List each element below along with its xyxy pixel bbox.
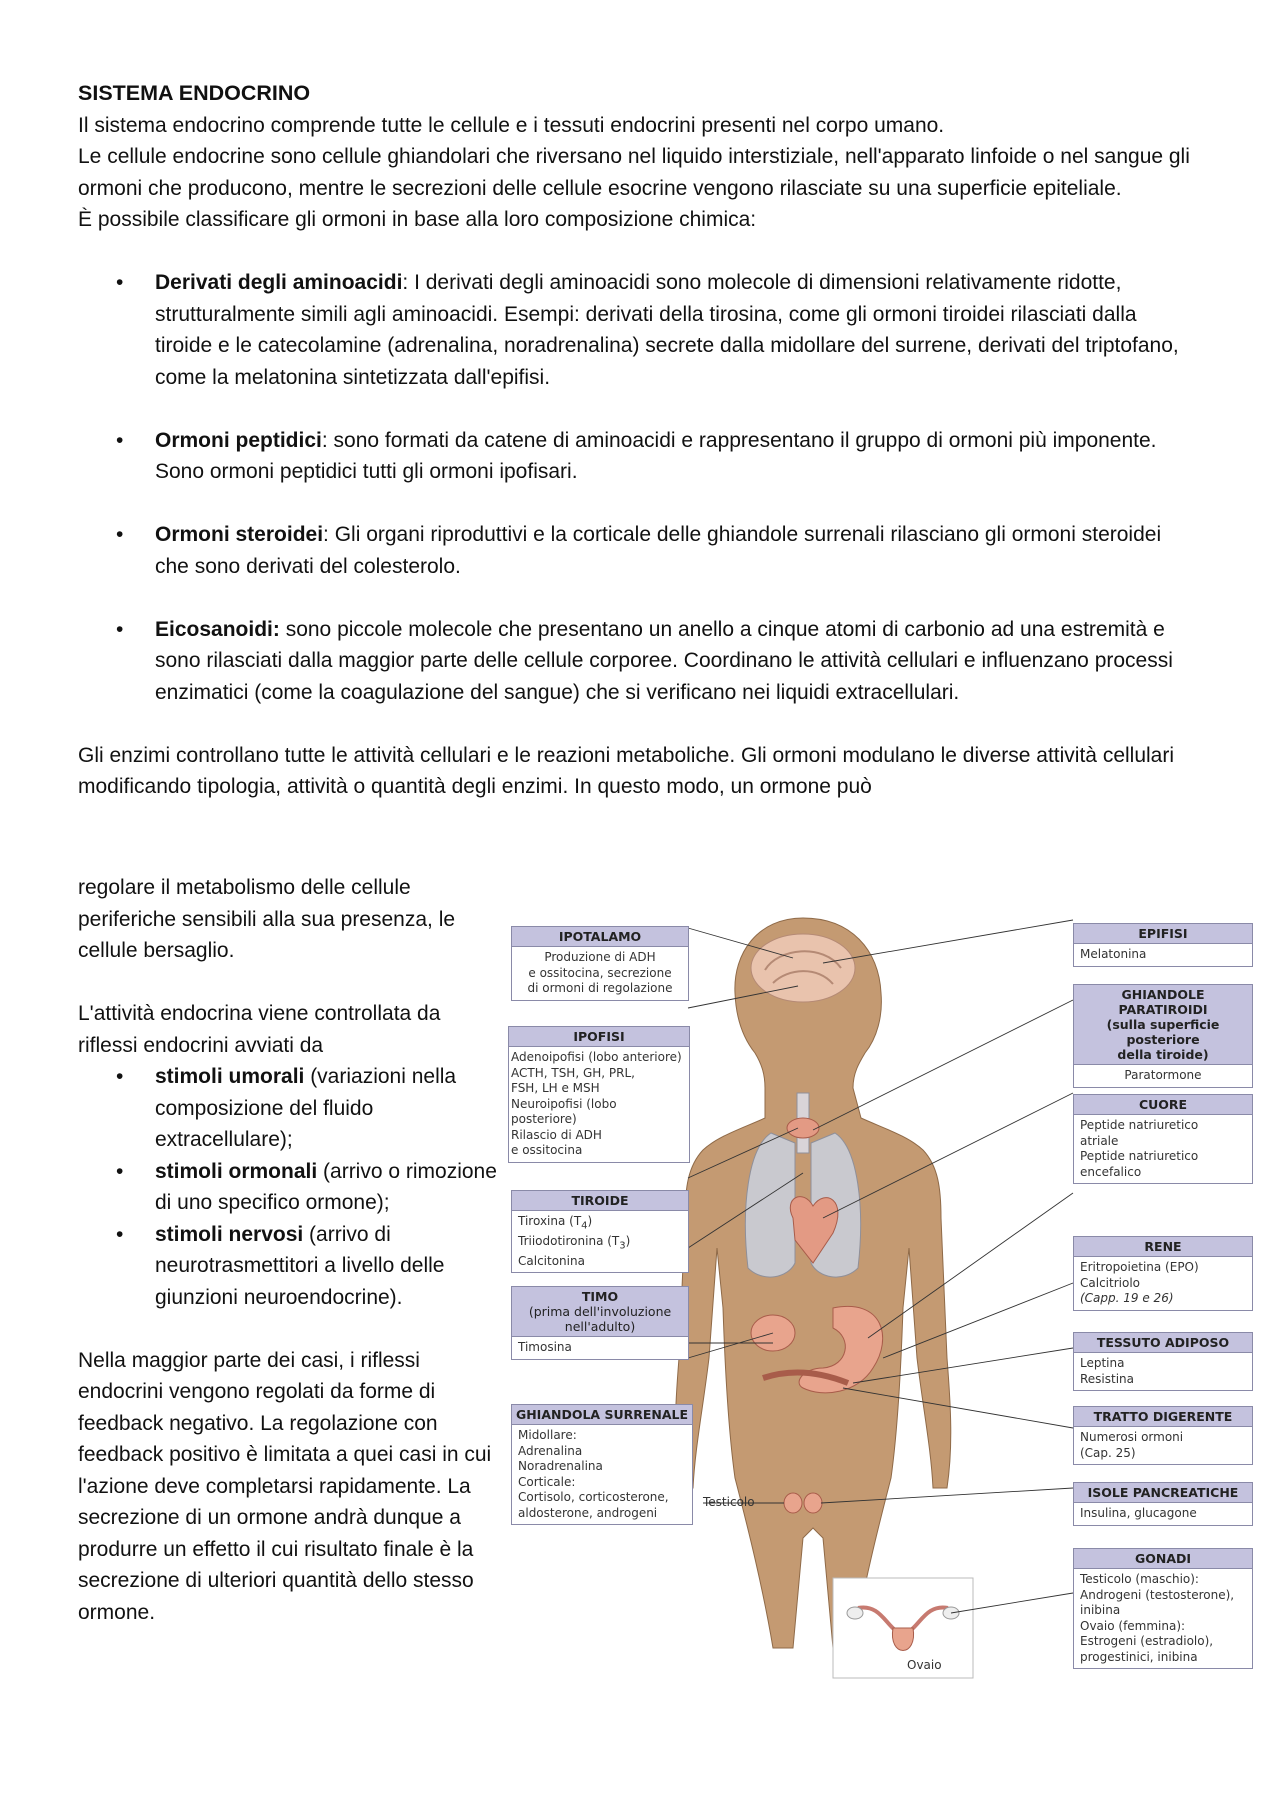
box-line: Cortisolo, corticosterone,	[518, 1490, 669, 1504]
term: Eicosanoidi:	[155, 617, 280, 641]
box-body	[1074, 1427, 1252, 1464]
list-item	[78, 1219, 498, 1314]
spacer	[78, 393, 1198, 425]
box-heading: GONADI	[1074, 1549, 1252, 1569]
intro-line-3: È possibile classificare gli ormoni in base alla loro composizione chimica:	[78, 208, 757, 231]
box-line: Produzione di ADH	[544, 950, 656, 964]
box-line: Estrogeni (estradiolo),	[1080, 1634, 1214, 1648]
hormone-class-list	[78, 267, 1198, 708]
list-item	[78, 267, 1198, 393]
box-paratiroidi	[1073, 984, 1253, 1088]
term: Derivati degli aminoacidi	[155, 271, 403, 294]
box-line: Resistina	[1080, 1371, 1135, 1386]
bersaglio-paragraph: regolare il metabolismo delle cellule periferiche sensibili alla sua presenza, le cellule bersaglio.	[78, 876, 456, 962]
box-cuore	[1073, 1094, 1253, 1184]
box-line: Numerosi ormoni	[1080, 1430, 1184, 1444]
box-surrenale	[511, 1404, 693, 1525]
page-title: SISTEMA ENDOCRINO	[78, 81, 311, 105]
box-line: Leptina	[1080, 1356, 1125, 1370]
box-line: Neuroipofisi (lobo posteriore)	[511, 1096, 617, 1126]
box-line: FSH, LH e MSH	[511, 1081, 600, 1095]
box-heading: IPOFISI	[509, 1027, 689, 1047]
box-heading: TRATTO DIGERENTE	[1074, 1407, 1252, 1427]
box-line: Testicolo (maschio):	[1080, 1572, 1199, 1586]
box-heading: CUORE	[1074, 1095, 1252, 1115]
list-item	[78, 1156, 498, 1219]
document-page	[78, 78, 1198, 803]
box-line: atriale	[1080, 1133, 1119, 1148]
box-line: Rilascio di ADH	[511, 1127, 602, 1142]
spacer	[78, 488, 1198, 520]
box-timo	[511, 1286, 689, 1360]
definition: I derivati degli aminoacidi sono molecole di dimensioni relativamente ridotte, strutturalmente simili agli aminoacidi. Esempi: derivati della tirosina, come gli ormoni tiroidei rilasciati dalla tiroide e le catecolamine (adrenalina, noradrenalina) secrete dalla midollare del surrene, derivati del triptofano, come la melatonina sintetizzata dall'epifisi.	[155, 271, 1179, 389]
definition: Gli organi riproduttivi e la corticale delle ghiandole surrenali rilasciano gli ormoni steroidei che sono derivati del colesterolo.	[155, 523, 1162, 578]
box-pancreas	[1073, 1482, 1253, 1526]
box-line: Peptide natriuretico	[1080, 1149, 1199, 1163]
term: Ormoni peptidici	[155, 428, 322, 452]
box-adiposo	[1073, 1332, 1253, 1391]
box-body	[512, 1211, 688, 1272]
box-line: Timosina	[518, 1340, 572, 1354]
stimuli-list	[78, 1061, 498, 1313]
list-item	[78, 519, 1198, 582]
intro-line-2: Le cellule endocrine sono cellule ghiandolari che riversano nel liquido interstiziale, nell'apparato linfoide o nel sangue gli ormoni che producono, mentre le secrezioni delle cellule esocrine vengono rilasciate su una superficie epiteliale.	[78, 145, 1190, 200]
box-line: Melatonina	[1080, 947, 1147, 961]
box-digerente	[1073, 1406, 1253, 1465]
box-line: ACTH, TSH, GH, PRL,	[511, 1065, 635, 1080]
box-heading: TIROIDE	[512, 1191, 688, 1211]
endocrine-system-figure	[503, 888, 1255, 1711]
box-body	[1074, 1115, 1252, 1183]
box-line: encefalico	[1080, 1164, 1142, 1179]
box-heading: RENE	[1074, 1237, 1252, 1257]
box-ipofisi	[508, 1026, 690, 1163]
box-line: Androgeni (testosterone),	[1080, 1587, 1235, 1602]
box-body	[512, 1425, 692, 1524]
left-column	[78, 872, 498, 1628]
list-item	[78, 1061, 498, 1156]
box-line: Eritropoietina (EPO)	[1080, 1260, 1199, 1274]
term: Ormoni steroidei	[155, 523, 324, 546]
box-line: Tiroxina $(T_4)$	[518, 1214, 593, 1232]
box-body	[1074, 1065, 1252, 1087]
box-heading: ISOLE PANCREATICHE	[1074, 1483, 1252, 1503]
box-epifisi	[1073, 923, 1253, 967]
separator: :	[323, 523, 335, 546]
separator: :	[402, 271, 415, 294]
definition: sono formati da catene di aminoacidi e rappresentano il gruppo di ormoni più imponente. Sono ormoni peptidici tutti gli ormoni ipofisari.	[155, 428, 1157, 483]
box-line: Corticale:	[518, 1474, 576, 1489]
term: stimoli ormonali	[155, 1159, 318, 1183]
box-body	[1074, 1503, 1252, 1525]
box-body	[1074, 944, 1252, 966]
box-line: aldosterone, androgeni	[518, 1505, 658, 1520]
box-line: progestinici, inibina	[1080, 1649, 1198, 1664]
box-line: Noradrenalina	[518, 1459, 603, 1473]
box-line: Paratormone	[1124, 1068, 1202, 1082]
box-body	[1074, 1353, 1252, 1390]
list-item	[78, 614, 1198, 709]
box-line: (Cap. 25)	[1080, 1445, 1136, 1460]
ovaio-label: Ovaio	[907, 1658, 942, 1672]
box-heading: GHIANDOLA SURRENALE	[512, 1405, 692, 1425]
list-item	[78, 425, 1198, 488]
box-ipotalamo	[511, 926, 689, 1001]
box-body	[512, 1337, 688, 1359]
definition: (variazioni nella composizione del fluido extracellulare);	[155, 1065, 457, 1151]
testicolo-label: Testicolo	[703, 1495, 755, 1509]
intro-line-1: Il sistema endocrino comprende tutte le cellule e i tessuti endocrini presenti nel corpo umano.	[78, 113, 945, 137]
box-tiroide	[511, 1190, 689, 1273]
box-line: di ormoni di regolazione	[527, 981, 673, 995]
box-body	[509, 1047, 689, 1162]
box-heading: TIMO (prima dell'involuzione nell'adulto)	[512, 1287, 688, 1337]
term: stimoli umorali	[155, 1065, 305, 1088]
box-line: Peptide natriuretico	[1080, 1118, 1199, 1132]
box-line: Calcitonina	[518, 1253, 585, 1268]
definition: sono piccole molecole che presentano un anello a cinque atomi di carbonio ad una estremità e sono rilasciati dalla maggior parte delle cellule corporee. Coordinano le attività cellulari e influenzano processi enzimatici (come la coagulazione del sangue) che si verificano nei liquidi extracellulari.	[155, 617, 1173, 704]
box-line: inibina	[1080, 1603, 1121, 1617]
box-body	[1074, 1569, 1252, 1668]
term: stimoli nervosi	[155, 1222, 304, 1246]
box-line: Calcitriolo	[1080, 1275, 1140, 1290]
box-line: (Capp. 19 e 26)	[1080, 1291, 1174, 1305]
control-intro: L'attività endocrina viene controllata da riflessi endocrini avviati da	[78, 1002, 441, 1057]
box-line: Adenoipofisi (lobo anteriore)	[511, 1050, 682, 1064]
box-line: e ossitocina, secrezione	[528, 965, 672, 980]
box-heading: EPIFISI	[1074, 924, 1252, 944]
box-heading: TESSUTO ADIPOSO	[1074, 1333, 1252, 1353]
box-line: Ovaio (femmina):	[1080, 1618, 1186, 1633]
box-line: Midollare:	[518, 1428, 577, 1442]
spacer	[78, 582, 1198, 614]
box-line: Adrenalina	[518, 1443, 583, 1458]
box-rene	[1073, 1236, 1253, 1311]
definition: (arrivo o rimozione di uno specifico ormone);	[155, 1159, 497, 1214]
box-line: Triiodotironina $(T_3)$	[518, 1233, 631, 1252]
box-line: e ossitocina	[511, 1143, 583, 1157]
definition: (arrivo di neurotrasmettitori a livello delle giunzioni neuroendocrine).	[155, 1222, 445, 1309]
separator: :	[321, 428, 334, 452]
box-body	[512, 947, 688, 1000]
box-body	[1074, 1257, 1252, 1310]
box-heading: IPOTALAMO	[512, 927, 688, 947]
box-heading: GHIANDOLE PARATIROIDI (sulla superficie posteriore della tiroide)	[1074, 985, 1252, 1065]
enzymes-paragraph: Gli enzimi controllano tutte le attività cellulari e le reazioni metaboliche. Gli ormoni modulano le diverse attività cellulari modificando tipologia, attività o quantità degli enzimi. In questo modo, un ormone può	[78, 743, 1175, 798]
box-gonadi	[1073, 1548, 1253, 1669]
box-line: Insulina, glucagone	[1080, 1506, 1197, 1520]
feedback-paragraph: Nella maggior parte dei casi, i riflessi endocrini vengono regolati da forme di feedback negativo. La regolazione con feedback positivo è limitata a quei casi in cui l'azione deve completarsi rapidamente. La secrezione di un ormone andrà dunque a produrre un effetto il cui risultato finale è la secrezione di ulteriori quantità dello stesso ormone.	[78, 1348, 492, 1624]
